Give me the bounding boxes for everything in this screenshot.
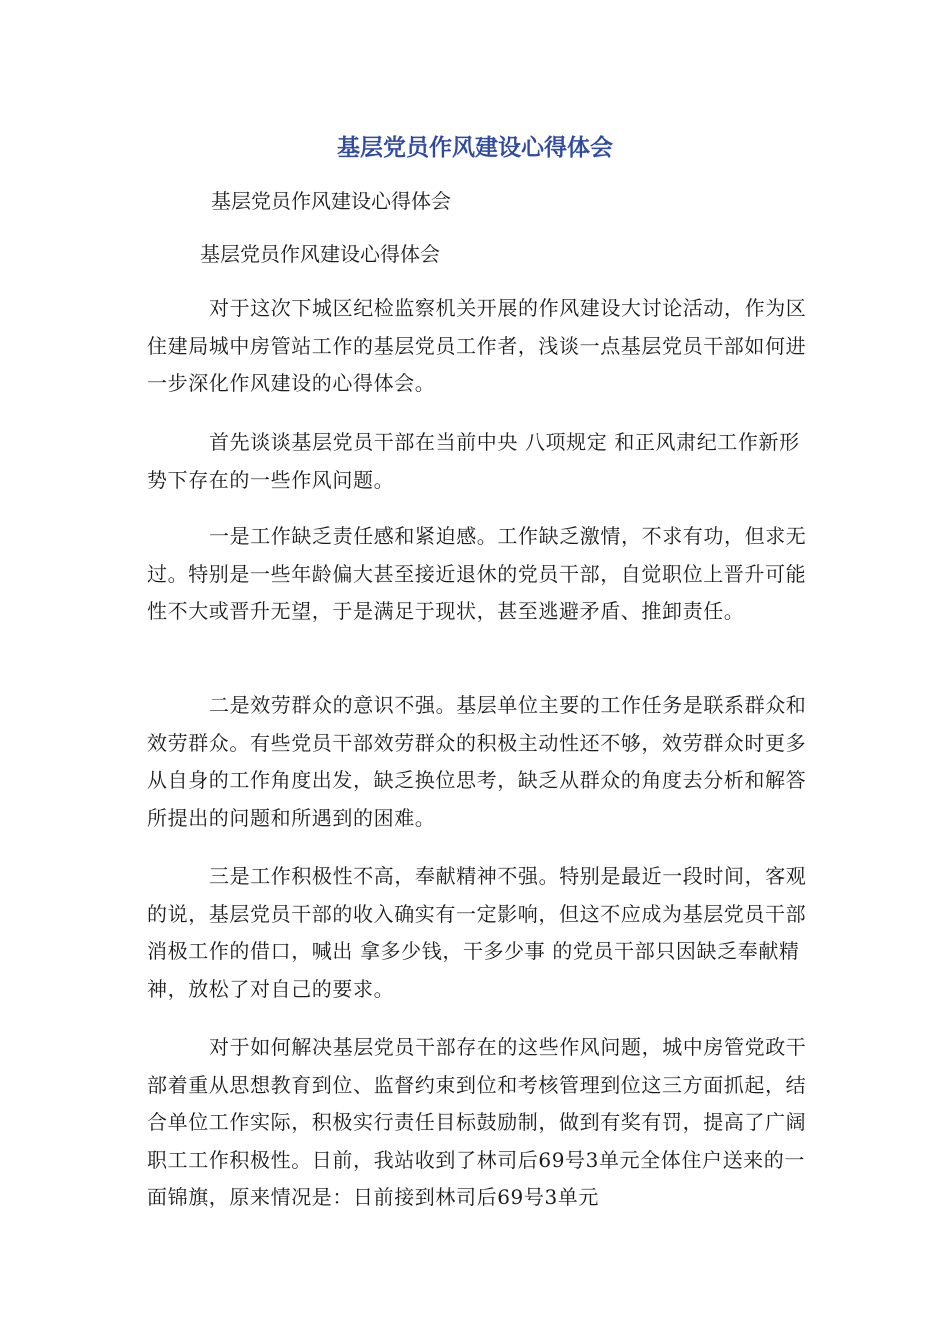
paragraph-problem-three: 三是工作积极性不高，奉献精神不强。特别是最近一段时间，客观的说，基层党员干部的收入确实有一定影响，但这不应成为基层党员干部消极工作的借口，喊出 拿多少钱，干多少事 的党员干部只因缺乏奉献精神，放松了对自己的要求。 <box>147 864 807 1001</box>
document-subtitle: 基层党员作风建设心得体会 <box>211 189 451 213</box>
paragraph-problem-two: 二是效劳群众的意识不强。基层单位主要的工作任务是联系群众和效劳群众。有些党员干部效劳群众的积极主动性还不够，效劳群众时更多从自身的工作角度出发，缺乏换位思考，缺乏从群众的角度去分析和解答所提出的问题和所遇到的困难。 <box>147 693 807 830</box>
paragraph-intro: 对于这次下城区纪检监察机关开展的作风建设大讨论活动，作为区住建局城中房管站工作的基层党员工作者，浅谈一点基层党员干部如何进一步深化作风建设的心得体会。 <box>147 296 807 395</box>
paragraph-problem-one: 一是工作缺乏责任感和紧迫感。工作缺乏激情，不求有功，但求无过。特别是一些年龄偏大甚至接近退休的党员干部，自觉职位上晋升可能性不大或晋升无望，于是满足于现状，甚至逃避矛盾、推卸责任。 <box>147 524 807 623</box>
paragraph-problems-overview: 首先谈谈基层党员干部在当前中央 八项规定 和正风肃纪工作新形势下存在的一些作风问题。 <box>147 430 800 492</box>
document-subtitle-repeat: 基层党员作风建设心得体会 <box>200 242 440 266</box>
paragraph-solutions: 对于如何解决基层党员干部存在的这些作风问题，城中房管党政干部着重从思想教育到位、监督约束到位和考核管理到位这三方面抓起，结合单位工作实际，积极实行责任目标鼓励制，做到有奖有罚，提高了广阔职工工作积极性。日前，我站收到了林司后69号3单元全体住户送来的一面锦旗，原来情况是：日前接到林司后69号3单元 <box>147 1035 807 1209</box>
document-title: 基层党员作风建设心得体会 <box>337 135 613 161</box>
